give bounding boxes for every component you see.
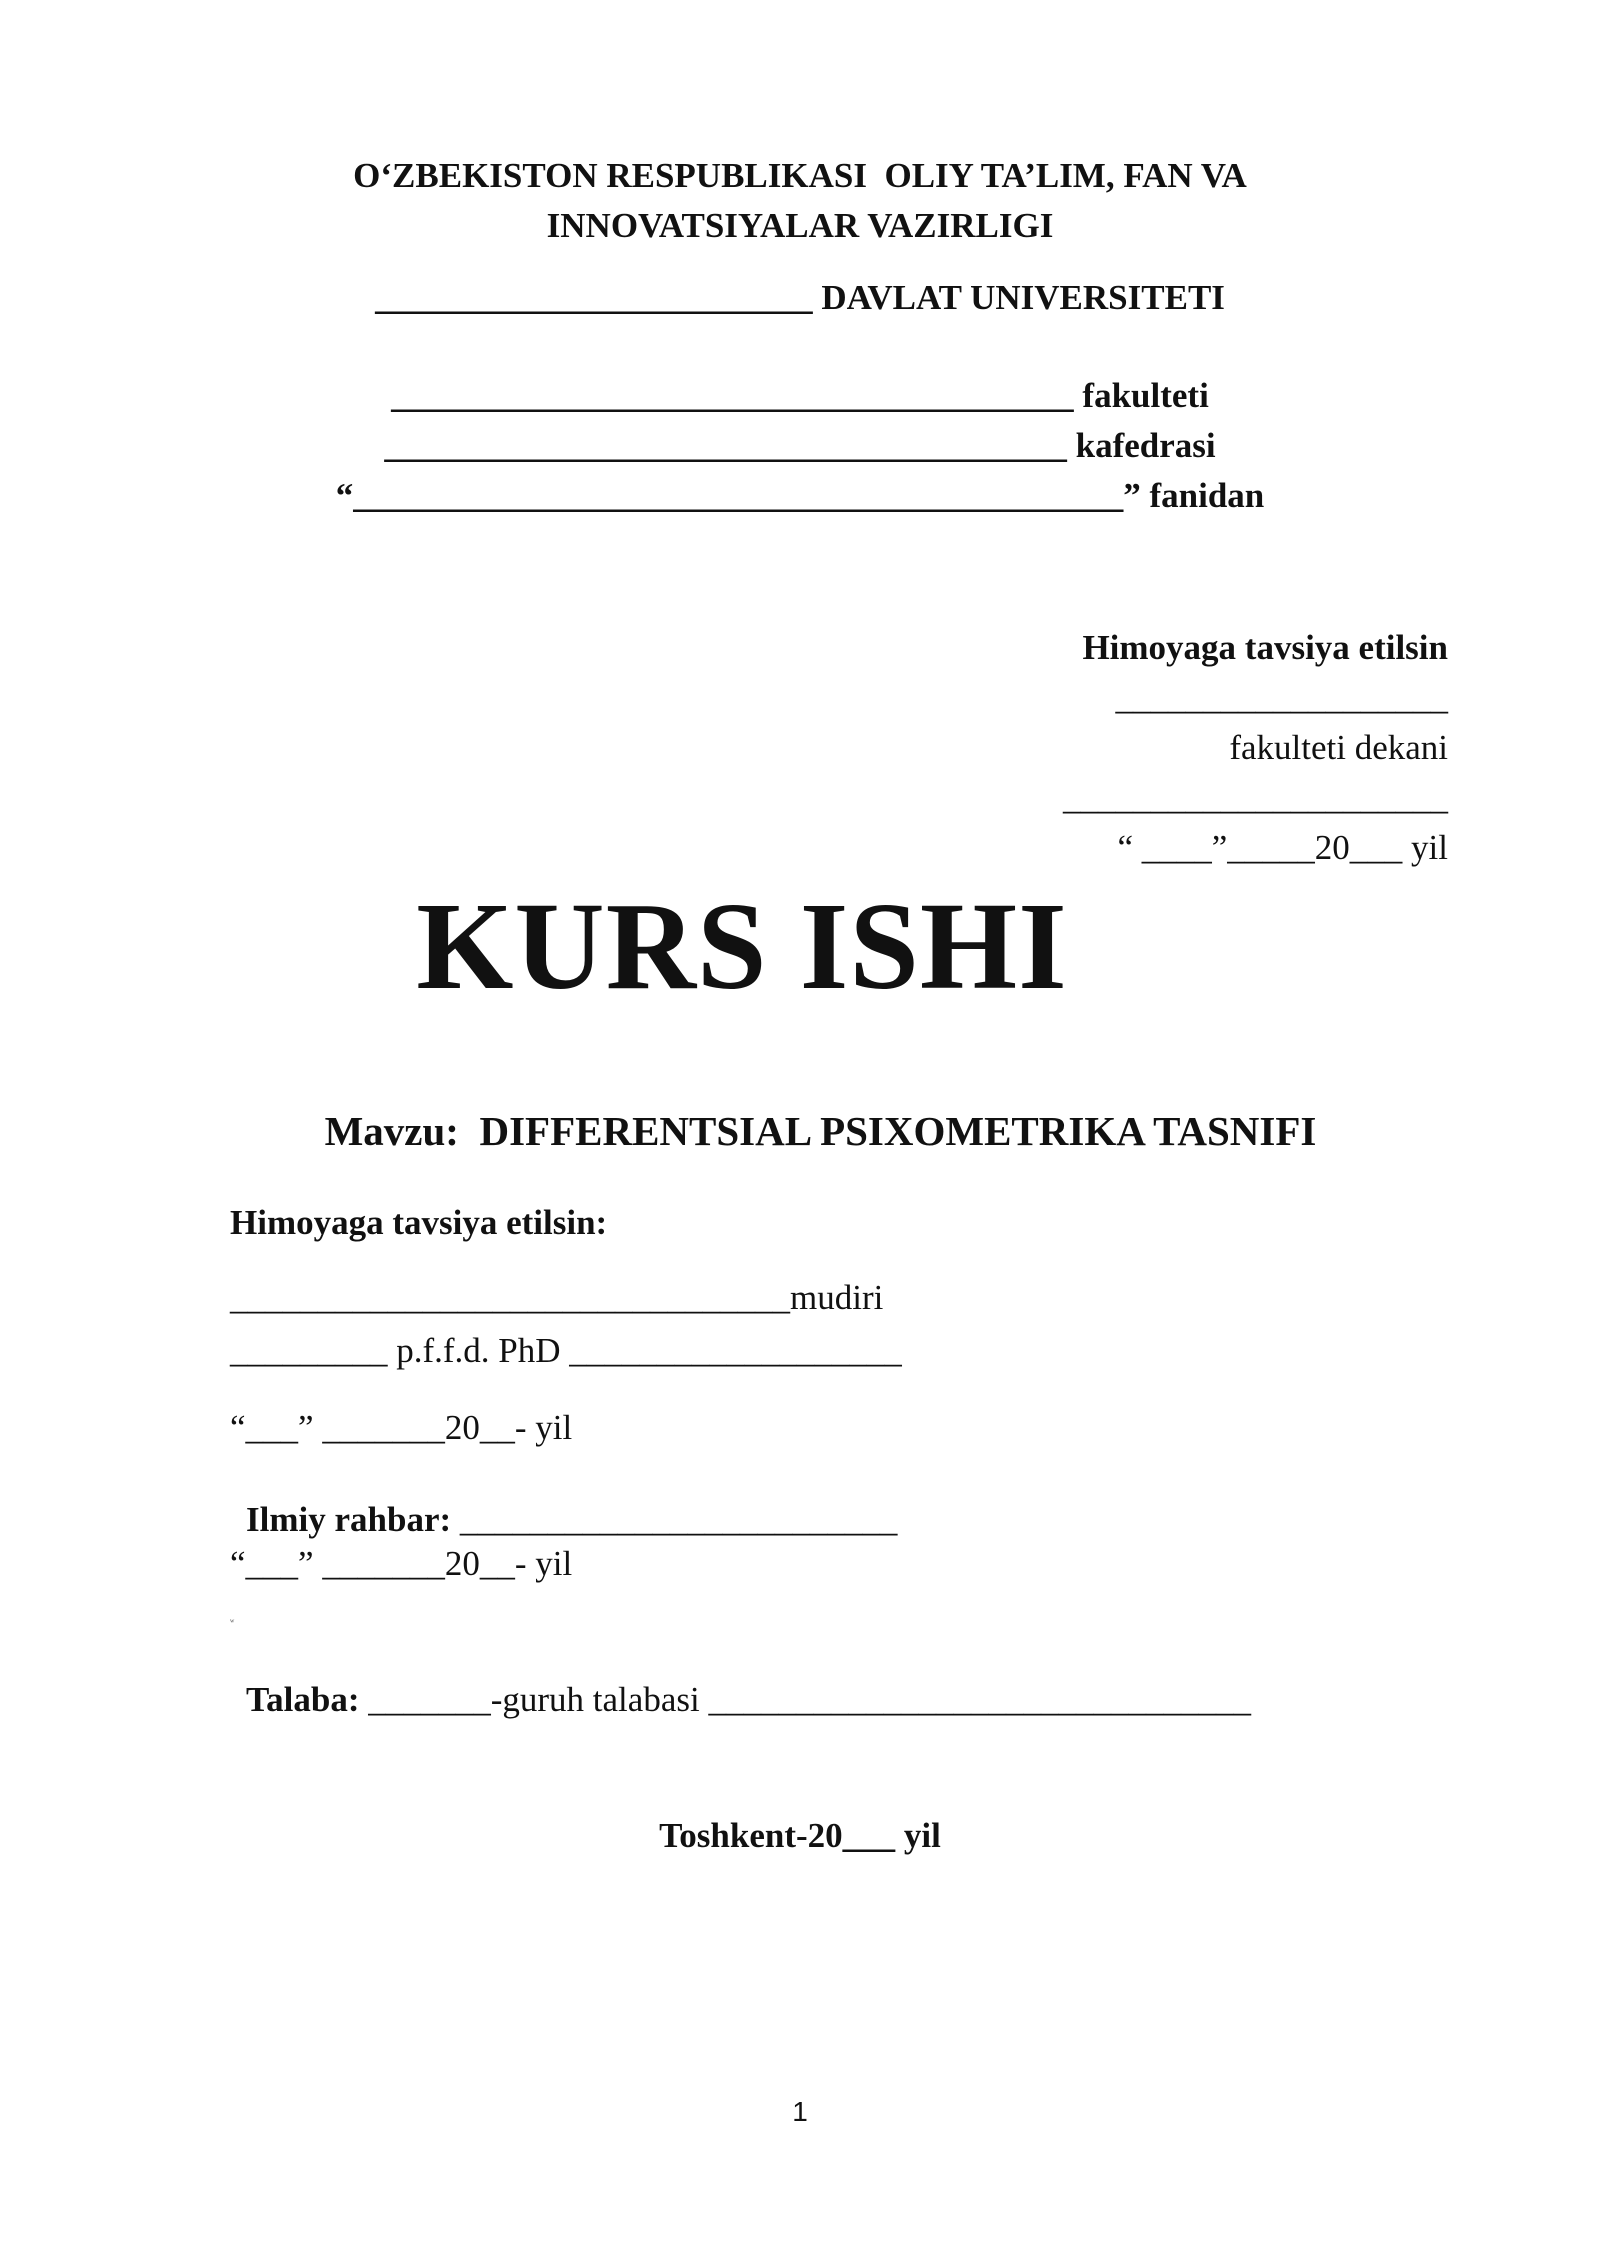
topic-line [0,1070,1600,1193]
ministry-line-2: INNOVATSIYALAR VAZIRLIGI [546,206,1054,245]
page-number: 1 [792,2096,808,2127]
head-of-department-line: ________________________________mudiri [230,1278,884,1317]
university-line: _________________________ DAVLAT UNIVERSITETI [375,278,1225,317]
faculty-line: _______________________________________ fakulteti [391,376,1209,415]
dean-signature-line: ___________________ [1115,678,1448,717]
tiny-mark: ʷ [230,1617,235,1628]
dean-approval-title: Himoyaga tavsiya etilsin [1082,628,1448,667]
student-blank: _______-guruh talabasi _______________________________ [359,1680,1251,1719]
student-line [230,1666,1251,1733]
degree-line: _________ p.f.f.d. PhD ___________________ [230,1331,902,1370]
subject-line: “____________________________________________” fanidan [335,476,1265,515]
dean-approval-date: “ ____”_____20___ yil [1117,828,1448,867]
recommendation-date-1: “___” _______20__- yil [230,1408,573,1447]
student-label: Talaba: [246,1680,360,1719]
ministry-line-1: O‘ZBEKISTON RESPUBLIKASI OLIY TA’LIM, FAN VA [353,156,1247,195]
city-year: Toshkent-20___ yil [659,1816,941,1855]
supervisor-blank: _________________________ [451,1500,898,1539]
supervisor-label: Ilmiy rahbar: [246,1500,452,1539]
document-title: KURS ISHI [416,878,1068,1016]
recommendation-title: Himoyaga tavsiya etilsin: [230,1203,608,1242]
dean-role: fakulteti dekani [1229,728,1448,767]
supervisor-line [230,1486,897,1553]
topic-label: Mavzu: [324,1108,459,1154]
department-line: _______________________________________ kafedrasi [384,426,1216,465]
dean-name-line: ______________________ [1063,778,1448,817]
topic-text: DIFFERENTSIAL PSIXOMETRIKA TASNIFI [479,1108,1317,1154]
recommendation-date-2: “___” _______20__- yil [230,1544,573,1583]
